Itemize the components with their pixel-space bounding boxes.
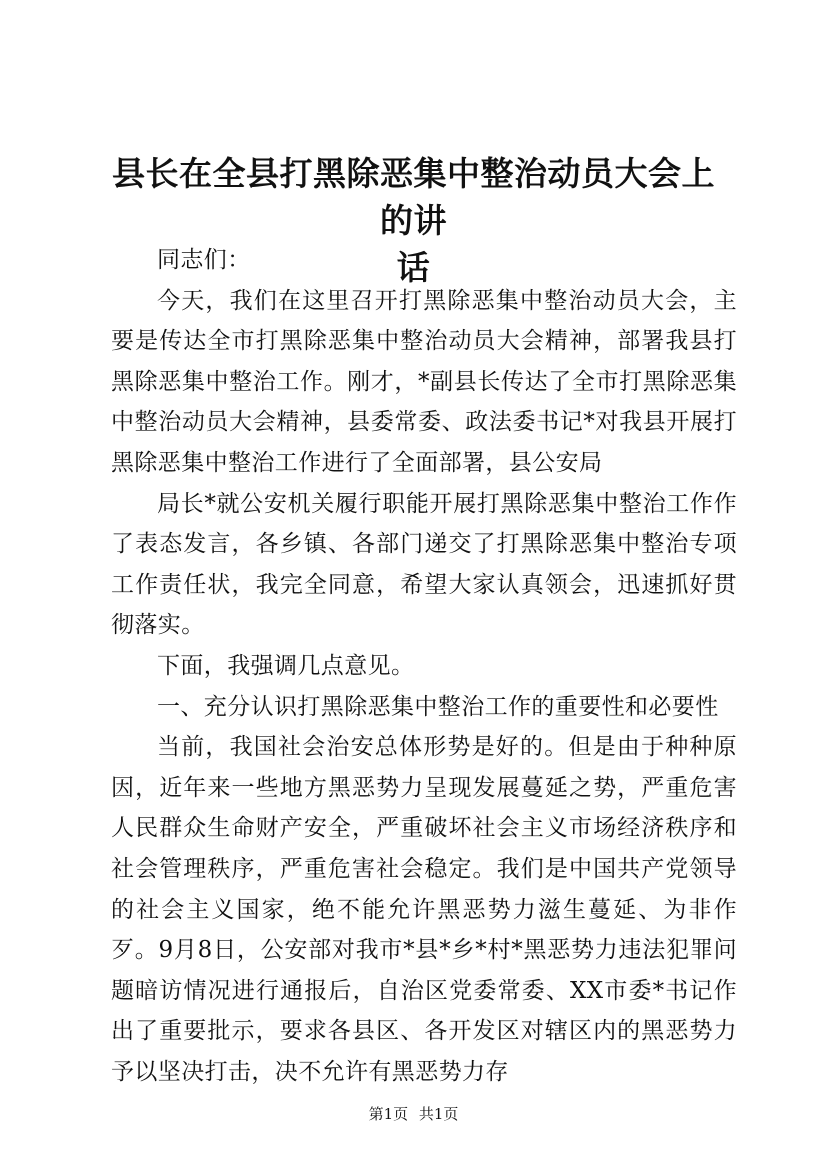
page-footer (0, 1104, 827, 1124)
title-line-1: 县长在全县打黑除恶集中整治动员大会上的讲 (112, 154, 715, 240)
document-body (111, 240, 737, 1092)
page-number-current: 第1页 (368, 1105, 409, 1123)
paragraph-situation: 当前，我国社会治安总体形势是好的。但是由于种种原因，近年来一些地方黑恶势力呈现发展蔓延之势，严重危害人民群众生命财产安全，严重破坏社会主义市场经济秩序和社会管理秩序，严重危害社会稳定。我们是中国共产党领导的社会主义国家，绝不能允许黑恶势力滋生蔓延、为非作歹。9月8日，公安部对我市*县*乡*村*黑恶势力违法犯罪问题暗访情况进行通报后，自治区党委常委、XX市委*书记作出了重要批示，要求各县区、各开发区对辖区内的黑恶势力予以坚决打击，决不允许有黑恶势力存 (111, 734, 737, 1085)
paragraph-opening: 今天，我们在这里召开打黑除恶集中整治动员大会，主要是传达全市打黑除恶集中整治动员大会精神，部署我县打黑除恶集中整治工作。刚才，*副县长传达了全市打黑除恶集中整治动员大会精神，县委常委、政法委书记*对我县开展打黑除恶集中整治工作进行了全面部署，县公安局 (111, 287, 737, 476)
section-heading-1: 一、充分认识打黑除恶集中整治工作的重要性和必要性 (157, 693, 719, 720)
greeting: 同志们： (157, 247, 251, 273)
paragraph-transition: 下面，我强调几点意见。 (157, 652, 415, 679)
paragraph-continuation: 局长*就公安机关履行职能开展打黑除恶集中整治工作作了表态发言，各乡镇、各部门递交了打黑除恶集中整治专项工作责任状，我完全同意，希望大家认真领会，迅速抓好贯彻落实。 (111, 490, 737, 639)
page-number-total: 共1页 (418, 1105, 459, 1123)
title-line-2: 话 (396, 248, 431, 287)
